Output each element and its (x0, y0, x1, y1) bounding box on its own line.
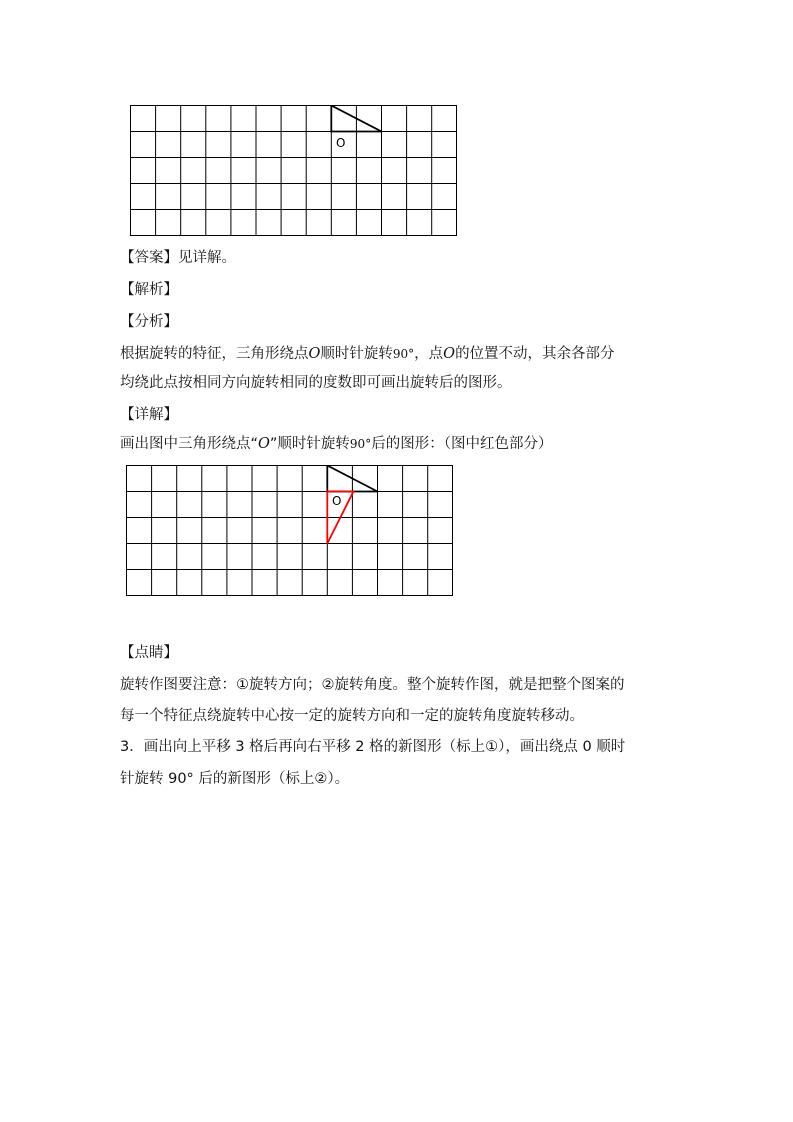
analysis-heading: 【解析】 (120, 282, 178, 298)
dianjing-line-1: 旋转作图要注意：①旋转方向；②旋转角度。整个旋转作图，就是把整个图案的 (120, 677, 625, 693)
answer-line: 【答案】见详解。 (120, 250, 236, 266)
detail-line: 画出图中三角形绕点“O”顺时针旋转90°后的图形：（图中红色部分） (120, 436, 553, 452)
point-o-label: O (332, 494, 342, 508)
figure2-grid (126, 465, 456, 599)
dianjing-line-2: 每一个特征点绕旋转中心按一定的旋转方向和一定的旋转角度旋转移动。 (120, 708, 584, 724)
fenxi-line-2: 均绕此点按相同方向旋转相同的度数即可画出旋转后的图形。 (120, 375, 512, 391)
dianjing-heading: 【点睛】 (120, 645, 178, 661)
figure1-grid (130, 105, 460, 239)
detail-heading: 【详解】 (120, 407, 178, 423)
fenxi-line-1: 根据旋转的特征，三角形绕点O顺时针旋转90°，点O的位置不动，其余各部分 (120, 346, 615, 362)
question3-line-1: 3．画出向上平移 3 格后再向右平移 2 格的新图形（标上①），画出绕点 0 顺时 (120, 739, 626, 755)
question3-line-2: 针旋转 90° 后的新图形（标上②）。 (120, 771, 350, 787)
point-o-label: O (336, 136, 346, 150)
fenxi-heading: 【分析】 (120, 314, 178, 330)
